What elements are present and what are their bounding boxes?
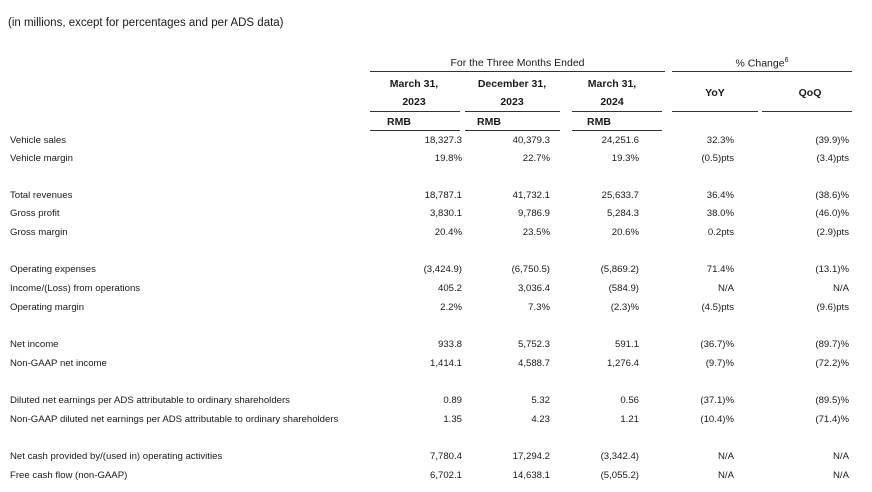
row-label: Diluted net earnings per ADS attributable to ordinary shareholders <box>10 395 290 406</box>
table-row <box>0 451 872 465</box>
table-row <box>0 153 872 167</box>
row-label: Free cash flow (non-GAAP) <box>10 470 128 481</box>
cell-mar-2023: 2.2% <box>440 302 462 313</box>
cell-mar-2024: 0.56 <box>620 395 639 406</box>
cell-dec-2023: 41,732.1 <box>512 190 550 201</box>
period-1-year: 2023 <box>402 96 426 108</box>
cell-qoq: N/A <box>833 451 849 462</box>
cell-dec-2023: 23.5% <box>522 227 550 238</box>
cell-qoq: N/A <box>833 470 849 481</box>
cell-mar-2023: 1,414.1 <box>429 358 462 369</box>
yoy-header: YoY <box>705 87 725 99</box>
table-note: (in millions, except for percentages and per ADS data) <box>8 17 284 29</box>
cell-mar-2023: 1.35 <box>443 414 462 425</box>
cell-mar-2024: 24,251.6 <box>601 135 639 146</box>
table-row <box>0 358 872 372</box>
cell-mar-2023: 933.8 <box>437 339 462 350</box>
cell-mar-2023: 19.8% <box>434 153 462 164</box>
cell-mar-2023: 7,780.4 <box>429 451 462 462</box>
period-1-currency-rule <box>370 130 460 131</box>
cell-yoy: 36.4% <box>706 190 734 201</box>
period-group-label: For the Three Months Ended <box>450 57 585 69</box>
change-label-text: % Change <box>735 57 785 70</box>
cell-mar-2024: 1.21 <box>620 414 639 425</box>
change-footnote-marker: 6 <box>784 57 789 64</box>
cell-mar-2023: 18,327.3 <box>424 135 462 146</box>
table-row <box>0 414 872 428</box>
row-label: Net cash provided by/(used in) operating activities <box>10 451 223 462</box>
table-row <box>0 470 872 484</box>
period-3-year: 2024 <box>600 96 624 108</box>
cell-yoy: (4.5)pts <box>701 302 734 313</box>
cell-mar-2024: 25,633.7 <box>601 190 639 201</box>
cell-mar-2024: 5,284.3 <box>606 208 639 219</box>
cell-qoq: (38.6)% <box>815 190 849 201</box>
cell-qoq: (13.1)% <box>815 264 849 275</box>
cell-mar-2024: (2.3)% <box>610 302 639 313</box>
cell-mar-2023: 3,830.1 <box>429 208 462 219</box>
cell-qoq: N/A <box>833 283 849 294</box>
cell-dec-2023: 40,379.3 <box>512 135 550 146</box>
cell-yoy: (0.5)pts <box>701 153 734 164</box>
cell-mar-2024: (5,055.2) <box>600 470 639 481</box>
period-2-month: December 31, <box>477 78 547 90</box>
cell-yoy: N/A <box>718 283 734 294</box>
table-row <box>0 395 872 409</box>
table-row <box>0 227 872 241</box>
cell-mar-2024: (3,342.4) <box>600 451 639 462</box>
table-row <box>0 339 872 353</box>
table-row <box>0 264 872 278</box>
cell-dec-2023: 3,036.4 <box>517 283 550 294</box>
cell-mar-2024: (584.9) <box>608 283 639 294</box>
period-1-currency: RMB <box>387 116 411 128</box>
row-label: Non-GAAP diluted net earnings per ADS attributable to ordinary shareholders <box>10 414 339 425</box>
cell-qoq: (71.4)% <box>815 414 849 425</box>
cell-mar-2023: (3,424.9) <box>423 264 462 275</box>
period-2-rule <box>465 111 560 112</box>
cell-yoy: N/A <box>718 451 734 462</box>
cell-yoy: (10.4)% <box>700 414 734 425</box>
period-2-year: 2023 <box>500 96 524 108</box>
row-label: Gross profit <box>10 208 60 219</box>
yoy-rule <box>672 111 758 112</box>
change-group-rule <box>672 71 852 72</box>
cell-dec-2023: 7.3% <box>528 302 550 313</box>
cell-mar-2023: 405.2 <box>437 283 462 294</box>
cell-dec-2023: 5.32 <box>531 395 550 406</box>
row-label: Gross margin <box>10 227 68 238</box>
cell-mar-2024: 19.3% <box>611 153 639 164</box>
cell-dec-2023: (6,750.5) <box>511 264 550 275</box>
cell-yoy: 71.4% <box>706 264 734 275</box>
row-label: Vehicle margin <box>10 153 73 164</box>
cell-qoq: (89.7)% <box>815 339 849 350</box>
cell-dec-2023: 22.7% <box>522 153 550 164</box>
table-row <box>0 135 872 149</box>
period-3-currency: RMB <box>587 116 611 128</box>
cell-qoq: (2.9)pts <box>816 227 849 238</box>
cell-dec-2023: 4,588.7 <box>517 358 550 369</box>
cell-yoy: 32.3% <box>706 135 734 146</box>
period-1-month: March 31, <box>389 78 439 90</box>
cell-yoy: (36.7)% <box>700 339 734 350</box>
change-group-label <box>672 57 852 70</box>
cell-mar-2024: 591.1 <box>614 339 639 350</box>
cell-qoq: (89.5)% <box>815 395 849 406</box>
table-row <box>0 208 872 222</box>
cell-qoq: (3.4)pts <box>816 153 849 164</box>
cell-yoy: (9.7)% <box>705 358 734 369</box>
qoq-header: QoQ <box>798 87 822 99</box>
period-3-rule <box>572 111 662 112</box>
cell-mar-2023: 20.4% <box>434 227 462 238</box>
row-label: Operating expenses <box>10 264 96 275</box>
cell-mar-2023: 6,702.1 <box>429 470 462 481</box>
cell-qoq: (39.9)% <box>815 135 849 146</box>
row-label: Non-GAAP net income <box>10 358 107 369</box>
cell-dec-2023: 14,638.1 <box>512 470 550 481</box>
period-2-currency: RMB <box>477 116 501 128</box>
cell-mar-2023: 0.89 <box>443 395 462 406</box>
table-row <box>0 283 872 297</box>
period-2-currency-rule <box>465 130 560 131</box>
cell-mar-2024: (5,869.2) <box>600 264 639 275</box>
row-label: Total revenues <box>10 190 73 201</box>
cell-mar-2024: 20.6% <box>611 227 639 238</box>
row-label: Net income <box>10 339 59 350</box>
row-label: Operating margin <box>10 302 85 313</box>
cell-yoy: 0.2pts <box>707 227 734 238</box>
row-label: Income/(Loss) from operations <box>10 283 141 294</box>
cell-qoq: (72.2)% <box>815 358 849 369</box>
cell-yoy: 38.0% <box>706 208 734 219</box>
period-3-currency-rule <box>572 130 662 131</box>
table-row <box>0 302 872 316</box>
cell-mar-2024: 1,276.4 <box>606 358 639 369</box>
period-3-month: March 31, <box>587 78 637 90</box>
cell-dec-2023: 5,752.3 <box>517 339 550 350</box>
cell-dec-2023: 17,294.2 <box>512 451 550 462</box>
row-label: Vehicle sales <box>10 135 66 146</box>
qoq-rule <box>762 111 852 112</box>
cell-yoy: (37.1)% <box>700 395 734 406</box>
cell-mar-2023: 18,787.1 <box>424 190 462 201</box>
cell-yoy: N/A <box>718 470 734 481</box>
cell-qoq: (46.0)% <box>815 208 849 219</box>
cell-qoq: (9.6)pts <box>816 302 849 313</box>
cell-dec-2023: 4.23 <box>531 414 550 425</box>
period-group-rule <box>370 71 665 72</box>
table-row <box>0 190 872 204</box>
period-1-rule <box>370 111 460 112</box>
cell-dec-2023: 9,786.9 <box>517 208 550 219</box>
